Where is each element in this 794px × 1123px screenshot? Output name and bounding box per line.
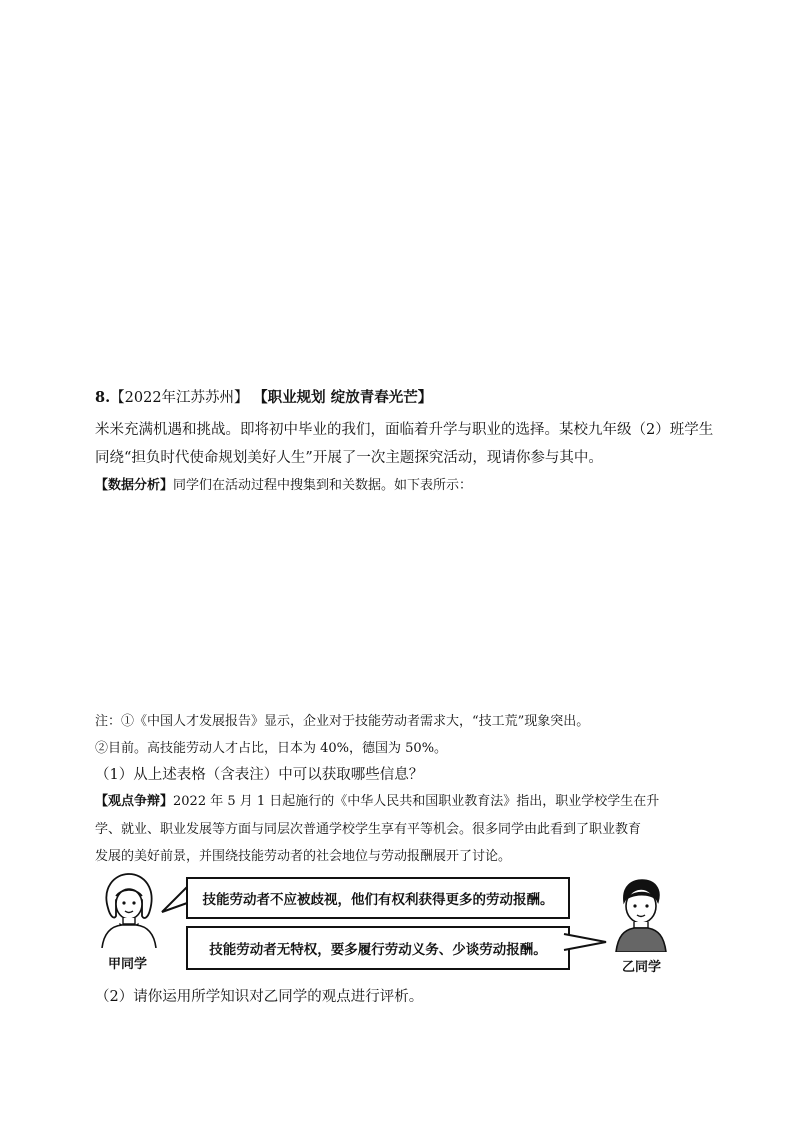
question-number: 8.	[95, 389, 111, 406]
debate-text-1: 2022 年 5 月 1 日起施行的《中华人民共和国职业教育法》指出，职业学校学生在升	[173, 794, 660, 809]
intro-line-2: 同绕“担负时代使命规划美好人生”开展了一次主题探究活动，现请你参与其中。	[95, 450, 603, 466]
student-b-illustration	[610, 876, 672, 952]
student-b-label: 乙同学	[622, 960, 662, 975]
debate-line-1	[95, 790, 659, 809]
question-heading	[95, 386, 432, 407]
bubble-b-tail	[562, 926, 608, 958]
note-2: ②目前。高技能劳动人才占比，日本为 40%，德国为 50%。	[95, 741, 448, 756]
intro-line-1: 米米充满机遇和挑战。即将初中毕业的我们，面临着升学与职业的选择。某校九年级（2）班学生	[95, 422, 714, 438]
debate-line-2: 学、就业、职业发展等方面与同层次普通学校学生享有平等机会。很多同学由此看到了职业教育	[95, 822, 642, 837]
sub-question-1: （1）从上述表格（含表注）中可以获取哪些信息？	[95, 767, 424, 783]
data-analysis-label: 【数据分析】	[95, 478, 174, 493]
debate-label: 【观点争辩】	[95, 794, 174, 809]
student-a-illustration	[96, 870, 162, 948]
question-source: 【2022年江苏苏州】	[110, 390, 249, 406]
speech-bubble-b	[186, 926, 570, 970]
sub-question-2: （2）请你运用所学知识对乙同学的观点进行评析。	[95, 989, 424, 1005]
data-analysis	[95, 474, 472, 493]
question-topic: 【职业规划 绽放青春光芒】	[253, 389, 433, 406]
bubble-a-text: 技能劳动者不应被歧视，他们有权利获得更多的劳动报酬。	[202, 892, 554, 908]
bubble-b-text: 技能劳动者无特权，要多履行劳动义务、少谈劳动报酬。	[209, 942, 547, 958]
data-analysis-text: 同学们在活动过程中搜集到和关数据。如下表所示：	[173, 478, 473, 493]
note-1: 注：①《中国人才发展报告》显示，企业对于技能劳动者需求大，“技工荒”现象突出。	[95, 714, 590, 729]
student-a-label: 甲同学	[108, 957, 148, 972]
speech-bubble-a	[186, 877, 570, 919]
debate-line-3: 发展的美好前景，并围绕技能劳动者的社会地位与劳动报酬展开了讨论。	[95, 849, 512, 864]
table-placeholder	[95, 500, 695, 700]
